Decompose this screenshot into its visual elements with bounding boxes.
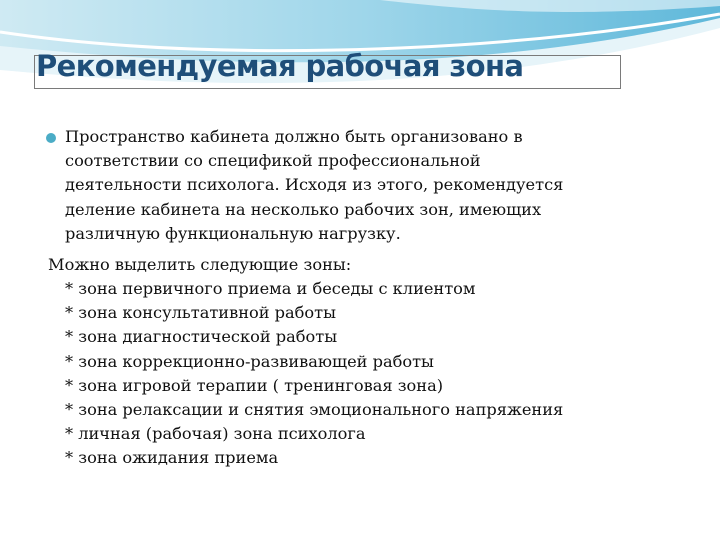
zone-item: * зона игровой терапии ( тренинговая зона)	[65, 375, 444, 395]
paragraph-line: деятельности психолога. Исходя из этого, рекомендуется	[65, 175, 564, 195]
paragraph-line: Пространство кабинета должно быть организовано в	[65, 127, 523, 146]
paragraph-line: различную функциональную нагрузку.	[65, 223, 401, 243]
zone-item: * зона диагностической работы	[65, 327, 338, 347]
paragraph-line: соответствии со спецификой профессиональной	[65, 151, 481, 171]
zones-intro: Можно выделить следующие зоны:	[48, 255, 352, 274]
zone-item: * зона консультативной работы	[65, 303, 337, 323]
zone-item: * личная (рабочая) зона психолога	[65, 424, 366, 444]
zone-item: * зона первичного приема и беседы с клиентом	[65, 279, 476, 298]
zone-item: * зона ожидания приема	[65, 448, 279, 468]
paragraph-line: деление кабинета на несколько рабочих зон, имеющих	[65, 199, 542, 219]
zone-item: * зона коррекционно-развивающей работы	[65, 351, 434, 371]
slide-title: Рекомендуемая рабочая зона	[36, 49, 524, 83]
bullet-icon	[46, 133, 56, 143]
bullet-paragraph	[65, 125, 665, 246]
zone-item: * зона релаксации и снятия эмоционального напряжения	[65, 400, 564, 420]
zones-list	[65, 277, 563, 471]
